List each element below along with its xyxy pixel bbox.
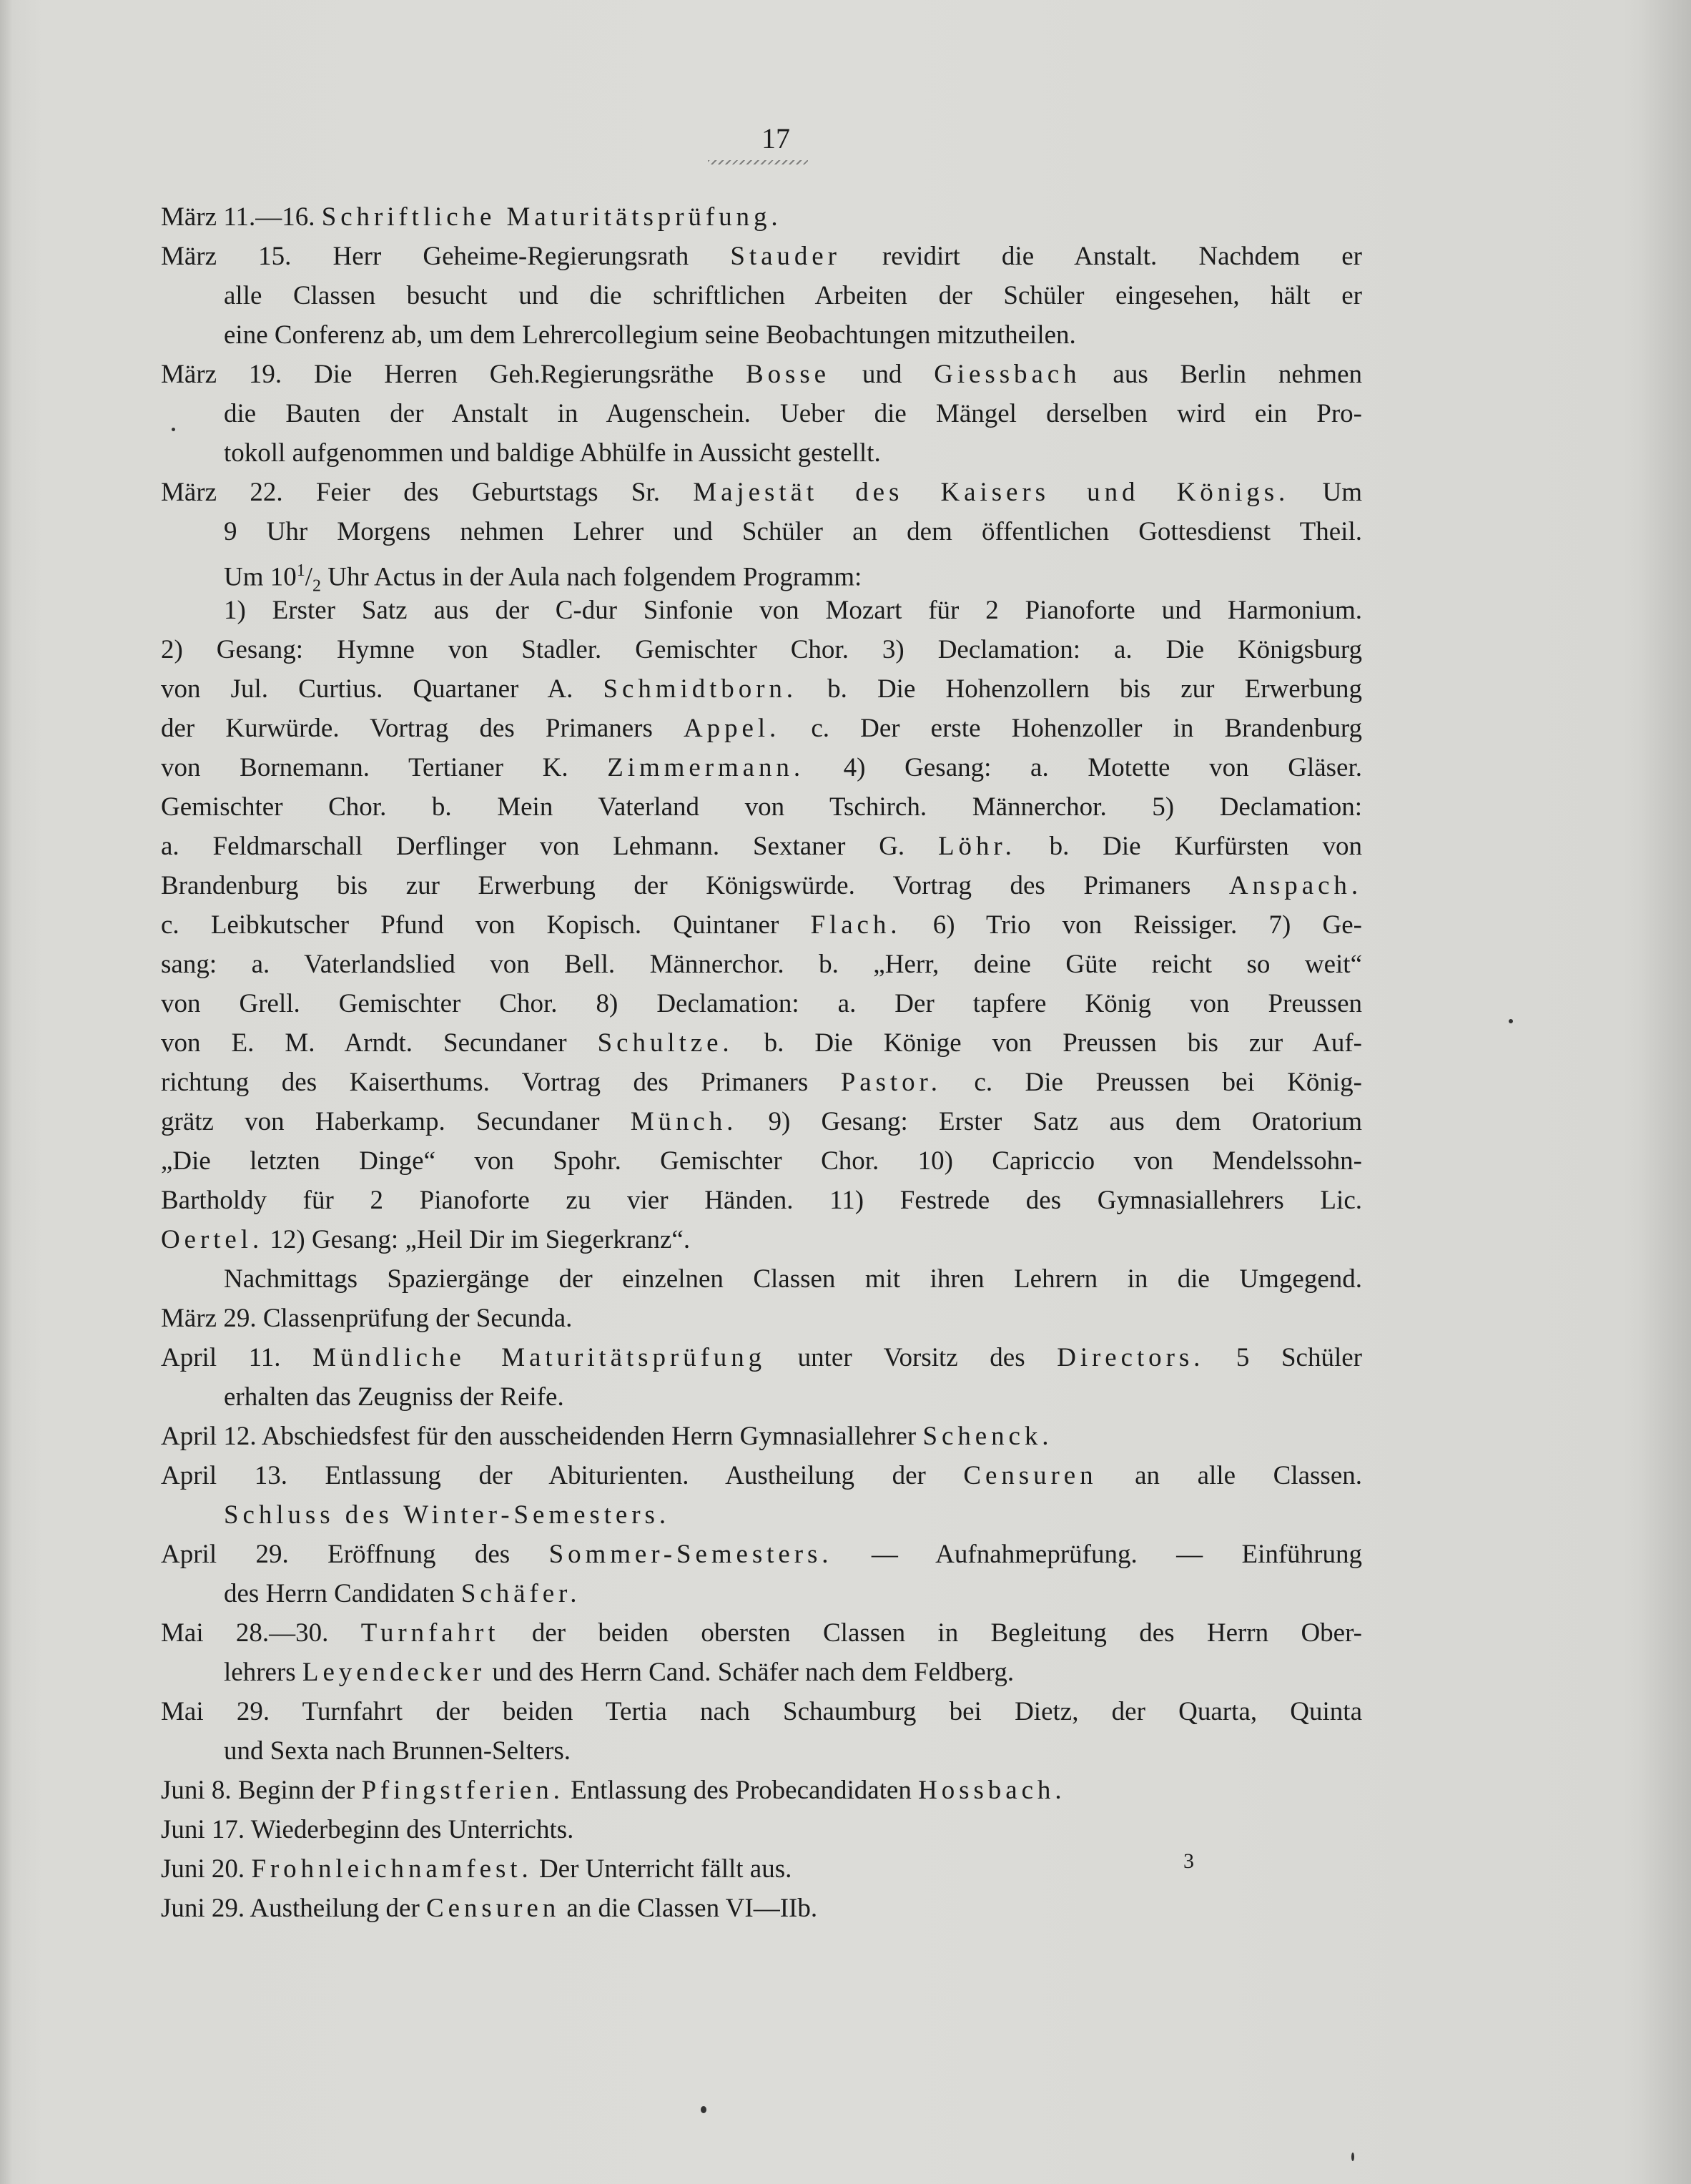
text-line [161, 1102, 1362, 1141]
text-segment: b. Die Hohenzollern bis zur Erwerbung [797, 674, 1362, 704]
text-segment: richtung des Kaiserthums. Vortrag des Primaners [161, 1068, 841, 1097]
spaced-emphasis: Anspach. [1228, 871, 1362, 900]
spaced-emphasis: Censuren [426, 1894, 561, 1923]
text-segment: Gemischter Chor. b. Mein Vaterland von Tschirch. Männerchor. 5) Declamation: [161, 792, 1362, 822]
spaced-emphasis: Oertel. [161, 1225, 264, 1254]
text-line [161, 1181, 1362, 1220]
spaced-emphasis: Giessbach [934, 360, 1081, 389]
text-line [161, 591, 1362, 630]
text-segment: 12) Gesang: „Heil Dir im Siegerkranz“. [263, 1225, 691, 1254]
text-segment: 9 Uhr Morgens nehmen Lehrer und Schüler an dem öffentlichen Gottesdienst Theil. [224, 517, 1362, 546]
text-segment: b. Die Kurfürsten von [1015, 832, 1362, 861]
text-segment: die Bauten der Anstalt in Augenschein. Ueber die Mängel derselben wird ein Pro- [224, 399, 1362, 428]
text-segment: aus Berlin nehmen [1080, 360, 1363, 389]
spaced-emphasis: Bosse [746, 360, 831, 389]
text-segment: Mai 29. Turnfahrt der beiden Tertia nach Schaumburg bei Dietz, der Quarta, Quinta [161, 1697, 1362, 1726]
text-segment: April 11. [161, 1343, 313, 1372]
spaced-emphasis: Pfingstferien. [361, 1776, 564, 1805]
text-segment: von Grell. Gemischter Chor. 8) Declamation: a. Der tapfere König von Preussen [161, 989, 1362, 1018]
text-line [161, 394, 1362, 433]
text-segment: 2) Gesang: Hymne von Stadler. Gemischter Chor. 3) Declamation: a. Die Königsburg [161, 635, 1362, 664]
text-segment: Mai 28.—30. [161, 1618, 361, 1648]
text-segment: a. Feldmarschall Derflinger von Lehmann. Sextaner G. [161, 832, 939, 861]
text-segment: grätz von Haberkamp. Secundaner [161, 1107, 631, 1136]
spaced-emphasis: Turnfahrt [360, 1618, 500, 1648]
text-line [161, 787, 1362, 827]
text-line [161, 905, 1362, 945]
text-line [161, 1063, 1362, 1102]
text-segment: und [830, 360, 935, 389]
spaced-emphasis: Löhr. [938, 832, 1016, 861]
spaced-emphasis: Schenck. [922, 1422, 1053, 1451]
spaced-emphasis: Schriftliche Maturitätsprüfung. [321, 202, 782, 232]
text-segment: März 11.—16. [161, 202, 322, 232]
spaced-emphasis: Majestät des Kaisers und Königs. [693, 478, 1290, 507]
text-segment: 1) Erster Satz aus der C-dur Sinfonie von Mozart für 2 Pianoforte und Harmonium. [224, 596, 1362, 625]
text-segment: März 15. Herr Geheime-Regierungsrath [161, 242, 731, 271]
text-segment: Entlassung des Probecandidaten [563, 1776, 919, 1805]
text-segment: 9) Gesang: Erster Satz aus dem Oratorium [737, 1107, 1362, 1136]
text-line [161, 630, 1362, 669]
text-segment: April 12. Abschiedsfest für den ausscheidenden Herrn Gymnasiallehrer [161, 1422, 923, 1451]
spaced-emphasis: Schmidtborn. [603, 674, 797, 704]
text-segment: Uhr Actus in der Aula nach folgendem Programm: [321, 562, 862, 592]
text-line [161, 1259, 1362, 1299]
text-segment: tokoll aufgenommen und baldige Abhülfe in Aussicht gestellt. [224, 438, 881, 468]
text-segment: des Herrn Candidaten [224, 1579, 461, 1608]
spaced-emphasis: Directors. [1057, 1343, 1205, 1372]
text-segment: revidirt die Anstalt. Nachdem er [840, 242, 1362, 271]
text-segment: unter Vorsitz des [766, 1343, 1058, 1372]
text-segment: 1 [296, 561, 305, 580]
spaced-emphasis: Sommer-Semesters. [548, 1540, 833, 1569]
text-line [161, 237, 1362, 276]
text-segment: Brandenburg bis zur Erwerbung der Königswürde. Vortrag des Primaners [161, 871, 1229, 900]
text-line [161, 1141, 1362, 1181]
scan-speck [172, 428, 175, 431]
text-segment: an die Classen VI—IIb. [560, 1894, 818, 1923]
text-segment: März 22. Feier des Geburtstags Sr. [161, 478, 694, 507]
text-segment: 4) Gesang: a. Motette von Gläser. [804, 753, 1363, 782]
text-line [161, 827, 1362, 866]
text-line [161, 984, 1362, 1023]
text-line [161, 1574, 1362, 1613]
text-segment: Bartholdy für 2 Pianoforte zu vier Händen. 11) Festrede des Gymnasiallehrers Lic. [161, 1186, 1362, 1215]
page-edge-shadow [1641, 0, 1691, 2184]
text-line [161, 433, 1362, 473]
text-segment: Juni 8. Beginn der [161, 1776, 362, 1805]
text-line [161, 1810, 1362, 1849]
text-line [161, 1613, 1362, 1653]
spaced-emphasis: Hossbach. [918, 1776, 1066, 1805]
text-segment: März 29. Classenprüfung der Secunda. [161, 1304, 573, 1333]
text-segment: von Jul. Curtius. Quartaner A. [161, 674, 603, 704]
text-line [161, 945, 1362, 984]
text-line [161, 1377, 1362, 1417]
text-line [161, 748, 1362, 787]
text-line [161, 512, 1362, 551]
text-line [161, 1889, 1362, 1928]
text-segment: Der Unterricht fällt aus. [532, 1854, 792, 1884]
text-segment: alle Classen besucht und die schriftlichen Arbeiten der Schüler eingesehen, hält er [224, 281, 1362, 310]
text-segment: erhalten das Zeugniss der Reife. [224, 1382, 564, 1412]
text-segment: der beiden obersten Classen in Begleitung des Herrn Ober- [499, 1618, 1362, 1648]
text-segment: Juni 17. Wiederbeginn des Unterrichts. [161, 1815, 574, 1844]
spaced-emphasis: Stauder [730, 242, 841, 271]
text-segment: — Aufnahmeprüfung. — Einführung [832, 1540, 1362, 1569]
text-segment: und Sexta nach Brunnen-Selters. [224, 1736, 571, 1766]
text-line [161, 1692, 1362, 1731]
spaced-emphasis: Zimmermann. [607, 753, 805, 782]
text-segment: lehrers [224, 1658, 302, 1687]
text-line [161, 1456, 1362, 1495]
text-line [161, 1338, 1362, 1377]
text-line [161, 197, 1362, 237]
spaced-emphasis: Appel. [684, 714, 781, 743]
text-line [161, 1771, 1362, 1810]
text-line [161, 315, 1362, 355]
text-segment: 2 [312, 576, 322, 596]
text-line [161, 866, 1362, 905]
text-segment: April 13. Entlassung der Abiturienten. Austheilung der [161, 1461, 964, 1490]
text-segment: c. Der erste Hohenzoller in Brandenburg [780, 714, 1362, 743]
scan-speck [1351, 2153, 1354, 2161]
text-segment: Juni 20. [161, 1854, 252, 1884]
spaced-emphasis: Schultze. [597, 1028, 734, 1058]
text-segment: / [305, 562, 313, 592]
text-line [161, 1495, 1362, 1535]
text-segment: c. Die Preussen bei König- [941, 1068, 1362, 1097]
text-line [161, 1731, 1362, 1771]
spaced-emphasis: Frohnleichnamfest. [251, 1854, 533, 1884]
text-segment: Um [1289, 478, 1363, 507]
text-segment: an alle Classen. [1097, 1461, 1362, 1490]
spaced-emphasis: Schäfer. [460, 1579, 581, 1608]
scan-speck [1509, 1019, 1513, 1023]
school-chronicle-text [161, 197, 1362, 1928]
text-segment: der Kurwürde. Vortrag des Primaners [161, 714, 684, 743]
text-segment: März 19. Die Herren Geh.Regierungsräthe [161, 360, 746, 389]
text-line [161, 1220, 1362, 1259]
sheet-signature: 3 [1183, 1849, 1194, 1873]
text-segment: sang: a. Vaterlandslied von Bell. Männerchor. b. „Herr, deine Güte reicht so weit“ [161, 950, 1362, 979]
text-line [161, 355, 1362, 394]
text-segment: von Bornemann. Tertianer K. [161, 753, 608, 782]
spaced-emphasis: Schluss des Winter-Semesters. [224, 1500, 671, 1530]
text-line [161, 1023, 1362, 1063]
text-segment: „Die letzten Dinge“ von Spohr. Gemischter Chor. 10) Capriccio von Mendelssohn- [161, 1146, 1362, 1176]
spaced-emphasis: Censuren [963, 1461, 1098, 1490]
text-line [161, 551, 1362, 596]
text-line [161, 1535, 1362, 1574]
spaced-emphasis: Pastor. [840, 1068, 942, 1097]
text-segment: Juni 29. Austheilung der [161, 1894, 427, 1923]
text-segment: 5 Schüler [1204, 1343, 1362, 1372]
text-segment: von E. M. Arndt. Secundaner [161, 1028, 598, 1058]
text-line [161, 1653, 1362, 1692]
text-segment: Nachmittags Spaziergänge der einzelnen Classen mit ihren Lehrern in die Umgegend. [224, 1264, 1362, 1294]
text-line [161, 473, 1362, 512]
text-segment: und des Herrn Cand. Schäfer nach dem Feldberg. [485, 1658, 1015, 1687]
text-line [161, 709, 1362, 748]
spaced-emphasis: Mündliche Maturitätsprüfung [312, 1343, 766, 1372]
page-number: 17 [761, 122, 790, 154]
text-segment: Um 10 [224, 562, 297, 592]
text-line [161, 1299, 1362, 1338]
spaced-emphasis: Münch. [630, 1107, 738, 1136]
text-segment: 6) Trio von Reissiger. 7) Ge- [901, 910, 1362, 940]
page-number-ornament [708, 160, 808, 164]
text-line [161, 669, 1362, 709]
scan-speck [701, 2106, 706, 2113]
text-segment: b. Die Könige von Preussen bis zur Auf- [733, 1028, 1362, 1058]
text-line [161, 1417, 1362, 1456]
spaced-emphasis: Flach. [810, 910, 902, 940]
text-line [161, 1849, 1362, 1889]
text-segment: eine Conferenz ab, um dem Lehrercollegium seine Beobachtungen mitzutheilen. [224, 320, 1076, 350]
text-line [161, 276, 1362, 315]
text-segment: c. Leibkutscher Pfund von Kopisch. Quintaner [161, 910, 811, 940]
text-segment: April 29. Eröffnung des [161, 1540, 549, 1569]
spaced-emphasis: Leyendecker [302, 1658, 486, 1687]
